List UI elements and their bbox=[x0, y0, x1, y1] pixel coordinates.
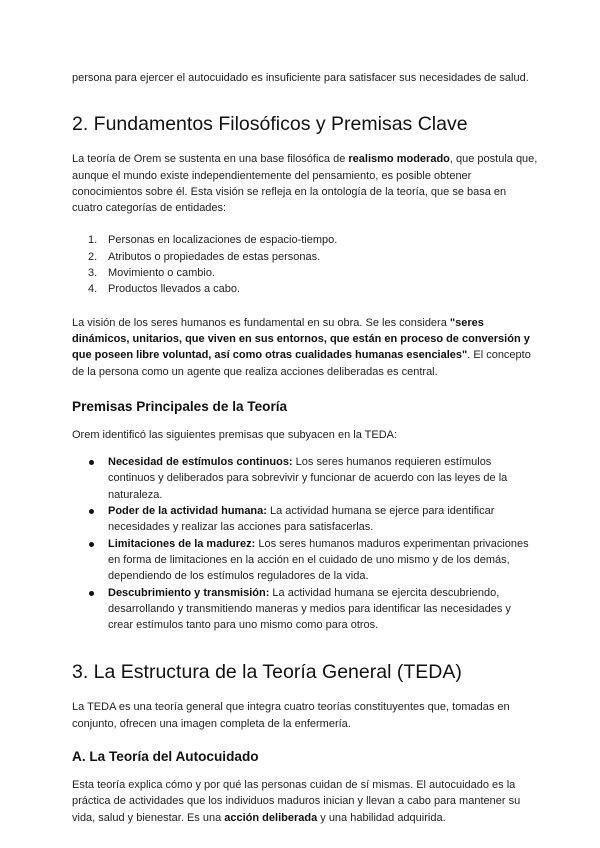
list-item-text: Atributos o propiedades de estas personas. bbox=[108, 250, 321, 263]
section-2-heading: 2. Fundamentos Filosóficos y Premisas Clave bbox=[72, 113, 468, 136]
human-vision-paragraph bbox=[72, 315, 538, 380]
premises-intro: Orem identificó las siguientes premisas que subyacen en la TEDA: bbox=[72, 428, 398, 441]
bullet-icon bbox=[89, 509, 94, 514]
self-care-text-b: y una habilidad adquirida. bbox=[317, 811, 446, 824]
accion-deliberada-bold: acción deliberada bbox=[224, 811, 318, 824]
philosophy-text-b: , que postula que, aunque el mundo existe independientemente del pensamiento, es posible obtener conocimientos sobre él. Esta visión se refleja en la ontología de la teoría, que se basa en cuatro categorías de entidades: bbox=[72, 153, 538, 215]
list-item-text: Movimiento o cambio. bbox=[108, 267, 215, 280]
list-item bbox=[72, 503, 538, 536]
bullet-icon bbox=[89, 460, 94, 465]
list-number: 1. bbox=[88, 234, 98, 247]
self-care-text-a: Esta teoría explica cómo y por qué las personas cuidan de sí mismas. El autocuidado es la práctica de actividades que los individuos maduros inician y llevan a cabo para mantener su vida, salud y bienestar. Es una bbox=[72, 779, 521, 824]
realismo-moderado-bold: realismo moderado bbox=[348, 153, 450, 166]
list-number: 2. bbox=[88, 250, 98, 263]
list-item bbox=[72, 265, 538, 281]
bullet-icon bbox=[89, 591, 94, 596]
list-item bbox=[72, 232, 538, 248]
section-3-heading: 3. La Estructura de la Teoría General (TEDA) bbox=[72, 661, 462, 684]
premise-title: Necesidad de estímulos continuos: bbox=[108, 456, 293, 469]
list-item bbox=[72, 454, 538, 503]
self-care-paragraph bbox=[72, 777, 538, 826]
human-vision-quote-bold: "seres dinámicos, unitarios, que viven en sus entornos, que están en proceso de conversión y que poseen libre voluntad, así como otras cualidades humanas esenciales" bbox=[72, 316, 530, 362]
list-number: 4. bbox=[88, 283, 98, 296]
list-item bbox=[72, 585, 538, 634]
bullet-icon bbox=[89, 542, 94, 547]
premises-list bbox=[72, 454, 538, 633]
list-item-text: Personas en localizaciones de espacio-tiempo. bbox=[108, 234, 338, 247]
list-item bbox=[72, 536, 538, 585]
intro-paragraph: persona para ejercer el autocuidado es insuficiente para satisfacer sus necesidades de salud. bbox=[72, 72, 529, 84]
premises-heading: Premisas Principales de la Teoría bbox=[72, 398, 288, 414]
list-item bbox=[72, 249, 538, 265]
list-item-text: Productos llevados a cabo. bbox=[108, 283, 241, 296]
list-number: 3. bbox=[88, 267, 98, 280]
entity-categories-list bbox=[72, 232, 538, 297]
premise-text: Los seres humanos maduros experimentan privaciones en forma de limitaciones en la acción en el cuidado de uno mismo y de los demás, dependiendo de los estímulos reguladores de la vida. bbox=[108, 537, 529, 583]
philosophy-paragraph bbox=[72, 151, 538, 216]
premise-title: Limitaciones de la madurez: bbox=[108, 537, 256, 550]
human-vision-text-b: . El concepto de la persona como un agente que realiza acciones deliberadas es central. bbox=[72, 349, 531, 378]
premise-title: Poder de la actividad humana: bbox=[108, 505, 267, 518]
premise-title: Descubrimiento y transmisión: bbox=[108, 586, 270, 599]
philosophy-text-a: La teoría de Orem se sustenta en una base filosófica de bbox=[72, 153, 349, 166]
premise-text: La actividad humana se ejerce para identificar necesidades y realizar las acciones para satisfacerlas. bbox=[108, 505, 495, 534]
teda-paragraph: La TEDA es una teoría general que integra cuatro teorías constituyentes que, tomadas en conjunto, ofrecen una imagen completa de la enfermería. bbox=[72, 701, 510, 730]
human-vision-text-a: La visión de los seres humanos es fundamental en su obra. Se les considera bbox=[72, 316, 450, 329]
self-care-theory-heading: A. La Teoría del Autocuidado bbox=[72, 749, 259, 765]
premise-text: La actividad humana se ejercita descubriendo, desarrollando y transmitiendo maneras y medios para identificar las necesidades y crear estímulos tanto para uno mismo como para otros. bbox=[108, 586, 511, 632]
premise-text: Los seres humanos requieren estímulos continuos y deliberados para sobrevivir y funcionar de acuerdo con las leyes de la naturaleza. bbox=[108, 456, 508, 501]
list-item bbox=[72, 281, 538, 297]
